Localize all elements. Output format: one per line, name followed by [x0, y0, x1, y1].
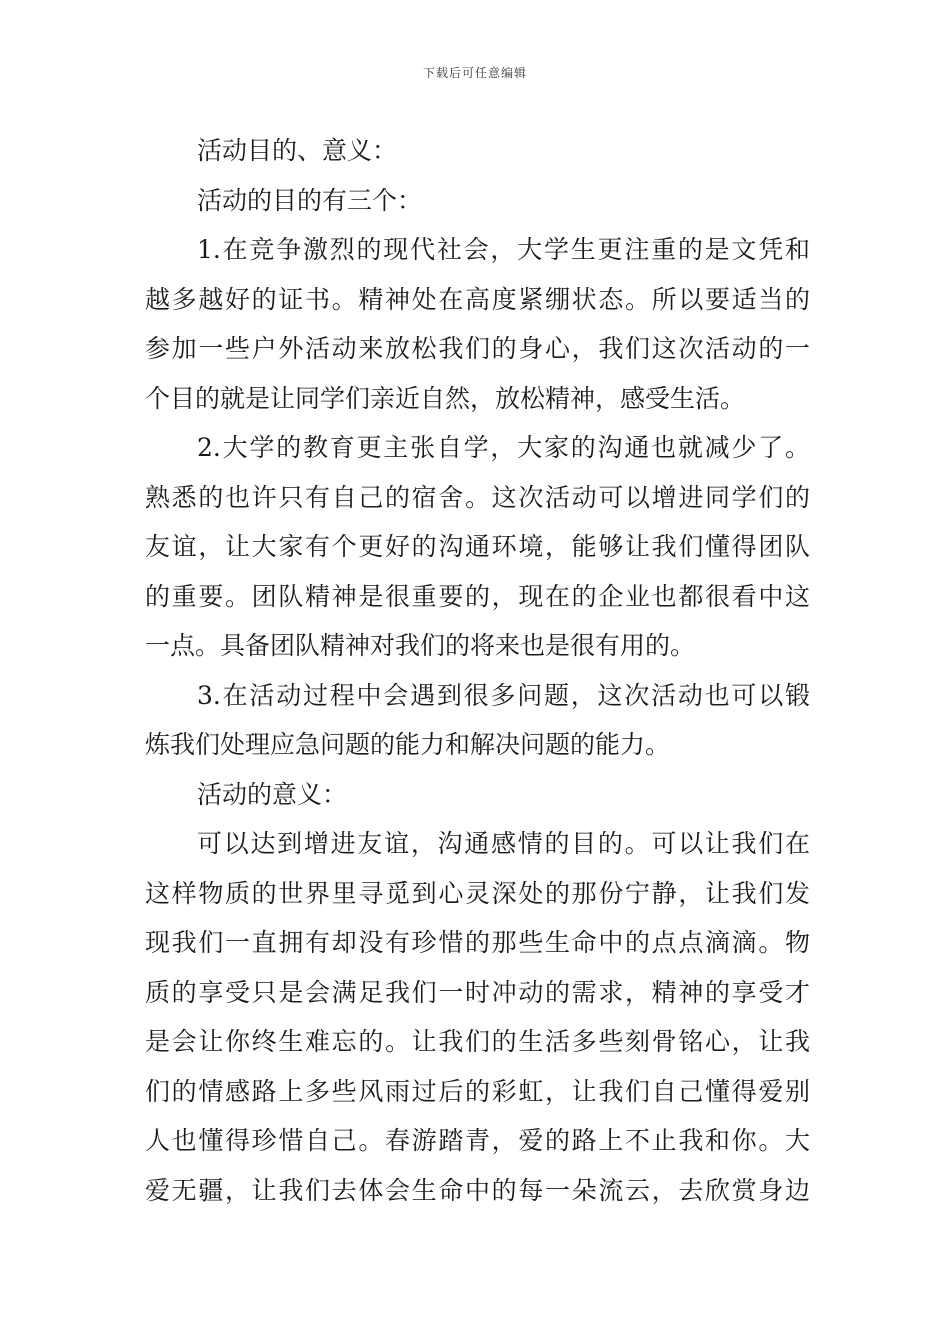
text-line: 是会让你终生难忘的。让我们的生活多些刻骨铭心，让我 [145, 1027, 810, 1056]
text-line: 越多越好的证书。精神处在高度紧绷状态。所以要适当的 [145, 284, 810, 314]
text-line: 人也懂得珍惜自己。春游踏青，爱的路上不止我和你。大 [145, 1126, 810, 1155]
text-line: 活动的目的有三个： [197, 185, 423, 215]
text-line: 的重要。团队精神是很重要的，现在的企业也都很看中这 [145, 581, 810, 611]
text-line: 参加一些户外活动来放松我们的身心，我们这次活动的一 [145, 334, 810, 363]
text-line: 1.在竞争激烈的现代社会，大学生更注重的是文凭和 [197, 235, 810, 264]
text-line: 熟悉的也许只有自己的宿舍。这次活动可以增进同学们的 [145, 482, 810, 512]
text-line: 友谊，让大家有个更好的沟通环境，能够让我们懂得团队 [145, 532, 810, 561]
document-body [145, 126, 810, 1215]
text-line: 现我们一直拥有却没有珍惜的那些生命中的点点滴滴。物 [145, 928, 810, 957]
text-line: 炼我们处理应急问题的能力和解决问题的能力。 [145, 730, 671, 759]
text-line: 个目的就是让同学们亲近自然，放松精神，感受生活。 [145, 383, 746, 413]
text-line: 爱无疆，让我们去体会生命中的每一朵流云，去欣赏身边 [145, 1175, 810, 1205]
text-line: 们的情感路上多些风雨过后的彩虹，让我们自己懂得爱别 [145, 1076, 810, 1106]
text-line: 3.在活动过程中会遇到很多问题，这次活动也可以锻 [197, 680, 810, 710]
text-line: 活动目的、意义： [197, 136, 398, 165]
text-line: 一点。具备团队精神对我们的将来也是很有用的。 [145, 631, 696, 660]
text-line: 活动的意义： [197, 779, 348, 809]
text-line: 这样物质的世界里寻觅到心灵深处的那份宁静，让我们发 [145, 878, 810, 908]
text-line: 质的享受只是会满足我们一时冲动的需求，精神的享受才 [145, 977, 810, 1007]
header-note: 下载后可任意编辑 [422, 66, 527, 80]
text-line: 可以达到增进友谊，沟通感情的目的。可以让我们在 [197, 829, 810, 858]
text-line: 2.大学的教育更主张自学，大家的沟通也就减少了。 [197, 433, 810, 462]
